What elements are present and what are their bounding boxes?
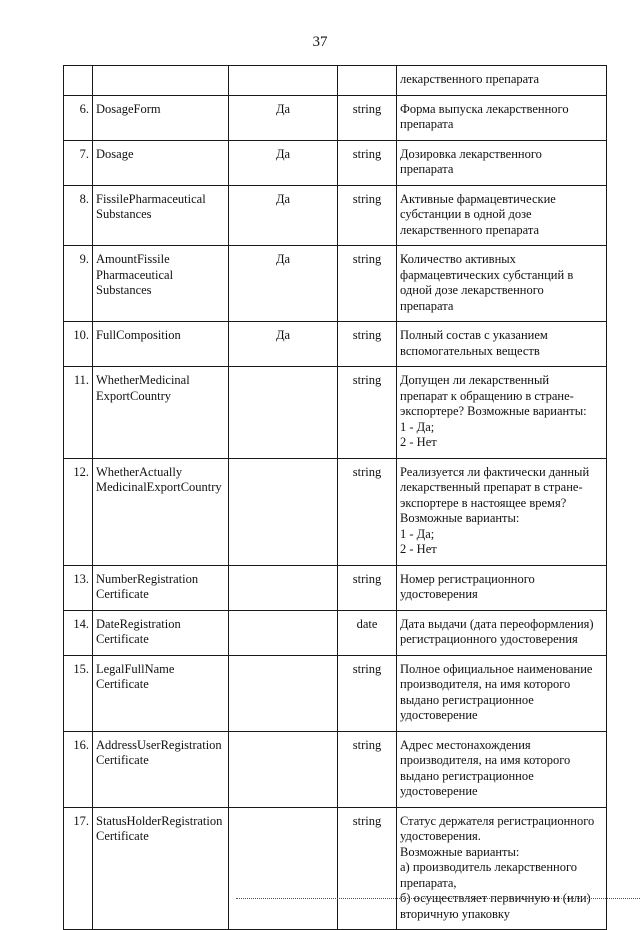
field-required bbox=[229, 610, 338, 655]
field-description-line: а) производитель лекарственного bbox=[400, 860, 578, 874]
field-name bbox=[93, 246, 229, 322]
field-description-line: препарата, bbox=[400, 875, 457, 890]
field-required bbox=[229, 367, 338, 459]
field-description-line: удостоверения. bbox=[400, 829, 481, 843]
field-name bbox=[93, 655, 229, 731]
field-required bbox=[229, 807, 338, 930]
field-name bbox=[93, 66, 229, 96]
field-type: date bbox=[338, 610, 397, 655]
field-description-line: Полное официальное наименование bbox=[400, 661, 593, 676]
field-name-line: WhetherActually bbox=[96, 464, 183, 479]
field-type: string bbox=[338, 140, 397, 185]
field-type: string bbox=[338, 185, 397, 246]
field-description-line: Статус держателя регистрационного bbox=[400, 813, 595, 828]
table-row bbox=[64, 807, 607, 930]
field-type: string bbox=[338, 807, 397, 930]
table-row bbox=[64, 246, 607, 322]
field-name-line: Certificate bbox=[96, 829, 149, 843]
field-description-line: выдано регистрационное bbox=[400, 768, 534, 783]
field-description-line: удостоверение bbox=[400, 708, 478, 722]
field-description bbox=[397, 322, 607, 367]
field-name bbox=[93, 95, 229, 140]
row-number: 11. bbox=[64, 367, 93, 459]
field-description bbox=[397, 655, 607, 731]
field-description-line: Допущен ли лекарственный bbox=[400, 373, 550, 387]
field-description-line: экспортере? Возможные варианты: bbox=[400, 404, 587, 418]
field-name bbox=[93, 185, 229, 246]
field-required: Да bbox=[229, 185, 338, 246]
field-name-line: Substances bbox=[96, 207, 152, 221]
table-row bbox=[64, 731, 607, 807]
field-name-line: NumberRegistration bbox=[96, 571, 199, 586]
field-required bbox=[229, 458, 338, 565]
field-description-line: лекарственного препарата bbox=[400, 222, 540, 237]
field-description-line: препарата bbox=[400, 117, 454, 131]
field-description bbox=[397, 246, 607, 322]
field-description-line: 2 - Нет bbox=[400, 435, 437, 449]
field-type: string bbox=[338, 95, 397, 140]
field-description-line: одной дозе лекарственного bbox=[400, 283, 544, 297]
field-description-line: Форма выпуска лекарственного bbox=[400, 101, 569, 116]
field-type: string bbox=[338, 367, 397, 459]
row-number: 8. bbox=[64, 185, 93, 246]
field-spec-table bbox=[63, 65, 607, 930]
table-row bbox=[64, 458, 607, 565]
field-name-line: WhetherMedicinal bbox=[96, 373, 190, 387]
row-number: 10. bbox=[64, 322, 93, 367]
field-required bbox=[229, 565, 338, 610]
row-number: 16. bbox=[64, 731, 93, 807]
field-name-line: AddressUserRegistration bbox=[96, 737, 222, 752]
field-description bbox=[397, 610, 607, 655]
field-description bbox=[397, 565, 607, 610]
field-description-line: б) осуществляет первичную и (или) bbox=[400, 891, 591, 905]
field-description-line: 1 - Да; bbox=[400, 526, 435, 541]
table-row bbox=[64, 367, 607, 459]
field-name-line: DosageForm bbox=[96, 101, 161, 116]
field-name-line: ExportCountry bbox=[96, 388, 171, 403]
field-description-line: препарат к обращению в стране- bbox=[400, 388, 574, 403]
table-row bbox=[64, 655, 607, 731]
field-description bbox=[397, 185, 607, 246]
field-name bbox=[93, 458, 229, 565]
row-number: 12. bbox=[64, 458, 93, 565]
field-description-line: 2 - Нет bbox=[400, 542, 437, 556]
field-name-line: Dosage bbox=[96, 146, 134, 161]
field-name bbox=[93, 367, 229, 459]
field-description-line: Номер регистрационного bbox=[400, 571, 535, 586]
row-number: 14. bbox=[64, 610, 93, 655]
field-required bbox=[229, 731, 338, 807]
field-required bbox=[229, 66, 338, 96]
field-name-line: StatusHolderRegistration bbox=[96, 813, 223, 828]
field-description-line: производителя, на имя которого bbox=[400, 753, 571, 767]
field-name bbox=[93, 731, 229, 807]
row-number: 7. bbox=[64, 140, 93, 185]
field-name-line: Certificate bbox=[96, 753, 149, 767]
row-number: 6. bbox=[64, 95, 93, 140]
field-required: Да bbox=[229, 322, 338, 367]
field-description-line: удостоверение bbox=[400, 784, 478, 798]
field-description-line: Полный состав с указанием bbox=[400, 328, 548, 342]
field-required: Да bbox=[229, 140, 338, 185]
field-description-line: Количество активных bbox=[400, 252, 516, 266]
field-description-line: Адрес местонахождения bbox=[400, 737, 531, 752]
field-description-line: Дозировка лекарственного bbox=[400, 146, 542, 161]
row-number: 9. bbox=[64, 246, 93, 322]
field-description bbox=[397, 807, 607, 930]
field-name-line: AmountFissile bbox=[96, 252, 170, 266]
field-description-line: субстанции в одной дозе bbox=[400, 207, 532, 221]
field-required bbox=[229, 655, 338, 731]
field-name-line: MedicinalExportCountry bbox=[96, 480, 222, 494]
field-description-line: 1 - Да; bbox=[400, 419, 435, 434]
table-row bbox=[64, 565, 607, 610]
table-row bbox=[64, 610, 607, 655]
field-description-line: Активные фармацевтические bbox=[400, 191, 556, 206]
field-description-line: Реализуется ли фактически данный bbox=[400, 464, 590, 479]
field-description-line: производителя, на имя которого bbox=[400, 677, 571, 691]
field-spec-table-body bbox=[64, 66, 607, 930]
field-type: string bbox=[338, 731, 397, 807]
field-name-line: LegalFullName bbox=[96, 661, 175, 676]
field-type: string bbox=[338, 322, 397, 367]
field-description-line: вторичную упаковку bbox=[400, 906, 510, 921]
field-description-line: препарата bbox=[400, 162, 454, 176]
field-name-line: Certificate bbox=[96, 677, 149, 691]
field-name-line: Pharmaceutical bbox=[96, 267, 174, 282]
table-row bbox=[64, 95, 607, 140]
field-name bbox=[93, 565, 229, 610]
field-name-line: Certificate bbox=[96, 632, 149, 646]
field-name-line: FissilePharmaceutical bbox=[96, 191, 206, 206]
field-description-line: лекарственного препарата bbox=[400, 72, 540, 86]
field-type bbox=[338, 66, 397, 96]
field-description-line: Возможные варианты: bbox=[400, 511, 520, 525]
field-description bbox=[397, 66, 607, 96]
page-bottom-rule bbox=[236, 898, 640, 899]
field-type: string bbox=[338, 246, 397, 322]
field-description-line: препарата bbox=[400, 298, 454, 313]
row-number: 15. bbox=[64, 655, 93, 731]
field-description bbox=[397, 140, 607, 185]
field-required: Да bbox=[229, 246, 338, 322]
field-description bbox=[397, 731, 607, 807]
row-number: 13. bbox=[64, 565, 93, 610]
field-name-line: DateRegistration bbox=[96, 616, 181, 631]
field-description-line: фармацевтических субстанций в bbox=[400, 267, 574, 282]
field-description-line: Дата выдачи (дата переоформления) bbox=[400, 616, 594, 631]
table-row-continuation bbox=[64, 66, 607, 96]
field-description-line: вспомогательных веществ bbox=[400, 343, 540, 358]
field-description-line: лекарственный препарат в стране- bbox=[400, 480, 583, 494]
field-name-line: Substances bbox=[96, 283, 152, 297]
field-description bbox=[397, 95, 607, 140]
table-row bbox=[64, 322, 607, 367]
field-name bbox=[93, 322, 229, 367]
table-row bbox=[64, 140, 607, 185]
field-description-line: экспортере в настоящее время? bbox=[400, 495, 567, 510]
field-name bbox=[93, 140, 229, 185]
row-number: 17. bbox=[64, 807, 93, 930]
table-row bbox=[64, 185, 607, 246]
field-description-line: Возможные варианты: bbox=[400, 844, 520, 859]
field-description bbox=[397, 367, 607, 459]
field-name bbox=[93, 610, 229, 655]
field-description bbox=[397, 458, 607, 565]
field-required: Да bbox=[229, 95, 338, 140]
field-name-line: FullComposition bbox=[96, 328, 181, 342]
field-description-line: выдано регистрационное bbox=[400, 692, 534, 707]
row-number bbox=[64, 66, 93, 96]
field-type: string bbox=[338, 565, 397, 610]
field-description-line: удостоверения bbox=[400, 587, 478, 601]
field-name-line: Certificate bbox=[96, 587, 149, 601]
page-number: 37 bbox=[312, 34, 328, 50]
field-name bbox=[93, 807, 229, 930]
field-type: string bbox=[338, 655, 397, 731]
field-description-line: регистрационного удостоверения bbox=[400, 632, 578, 646]
field-type: string bbox=[338, 458, 397, 565]
